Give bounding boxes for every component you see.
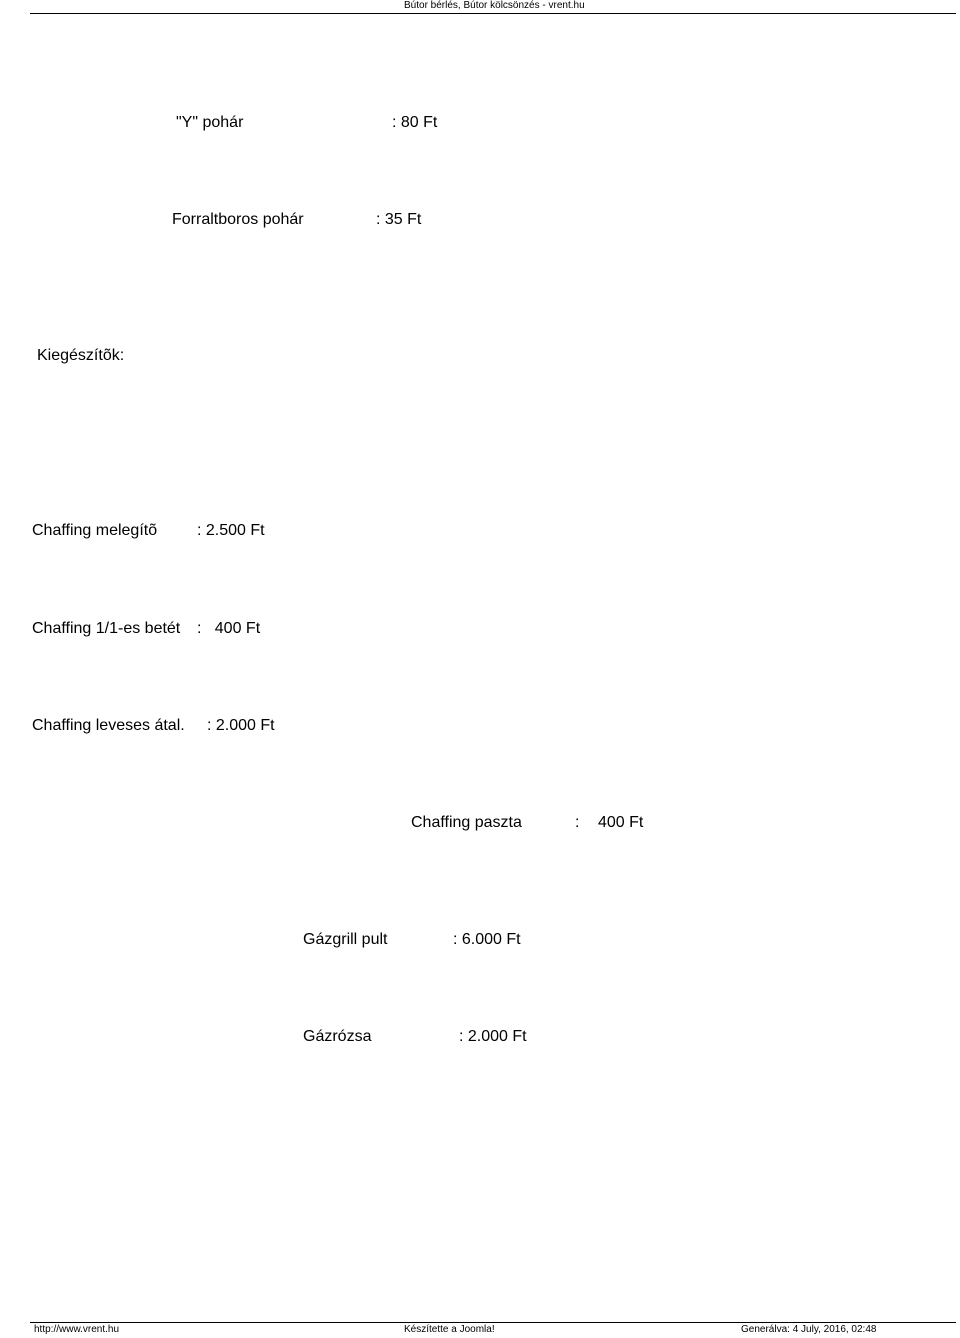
footer-made-with: Készítette a Joomla!	[404, 1324, 495, 1335]
item-price: : 6.000 Ft	[453, 931, 521, 948]
footer-divider	[30, 1322, 956, 1323]
item-name: Gázrózsa	[303, 1028, 372, 1045]
item-name: Chaffing melegítõ	[32, 522, 158, 539]
item-name: Chaffing 1/1-es betét	[32, 620, 181, 637]
item-price: : 2.500 Ft	[197, 522, 265, 539]
item-price: : 2.000 Ft	[459, 1028, 527, 1045]
footer-url: http://www.vrent.hu	[34, 1324, 120, 1335]
item-name: Gázgrill pult	[303, 931, 388, 948]
item-name: Forraltboros pohár	[172, 211, 304, 228]
item-price: : 2.000 Ft	[207, 717, 275, 734]
item-colon: :	[575, 814, 580, 831]
item-name: Chaffing paszta	[411, 814, 522, 831]
item-name: Chaffing leveses átal.	[32, 717, 185, 734]
item-name: "Y" pohár	[176, 114, 244, 131]
item-price: : 80 Ft	[392, 114, 438, 131]
item-price: 400 Ft	[598, 814, 644, 831]
header-divider	[30, 13, 956, 14]
section-heading: Kiegészítõk:	[37, 347, 125, 364]
footer-generated: Generálva: 4 July, 2016, 02:48	[741, 1324, 877, 1335]
item-price: : 35 Ft	[376, 211, 422, 228]
item-price: : 400 Ft	[197, 620, 261, 637]
page-header-title: Bútor bérlés, Bútor kölcsönzés - vrent.hu	[404, 0, 585, 11]
